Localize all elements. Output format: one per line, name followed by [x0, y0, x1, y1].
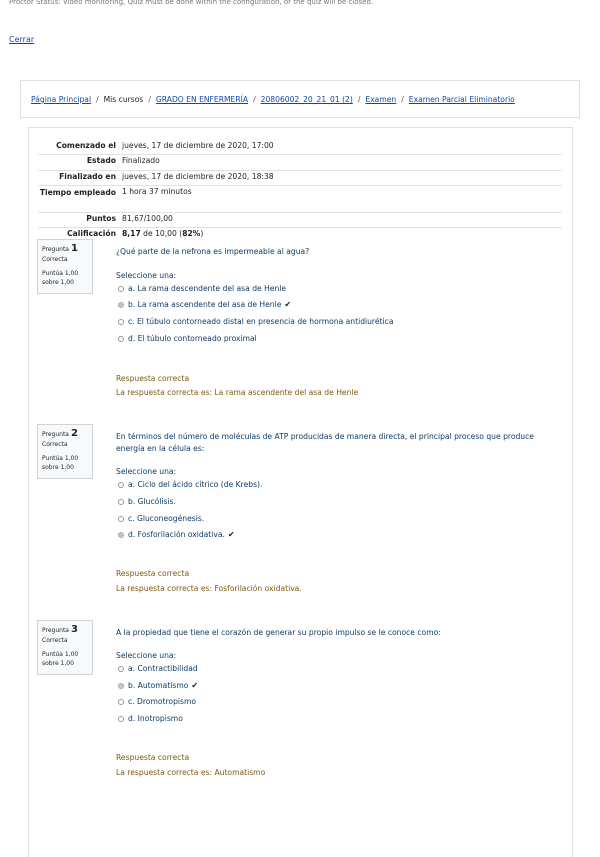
option-label: a. La rama descendente del asa de Henle: [128, 284, 287, 293]
summary-row-finished: [38, 170, 562, 185]
radio-button-selected[interactable]: [118, 683, 124, 689]
question-label: Pregunta: [42, 246, 69, 253]
breadcrumb-exam-section[interactable]: Examen: [365, 95, 397, 104]
radio-button[interactable]: [118, 699, 124, 705]
breadcrumb-home[interactable]: Página Principal: [31, 95, 92, 104]
grade-percent: 82%: [182, 229, 201, 239]
option-label: b. Automatismo: [128, 681, 189, 690]
question-number: [42, 428, 88, 439]
option-q3-a[interactable]: [118, 664, 198, 673]
summary-key: Finalizado en: [38, 170, 122, 185]
breadcrumb-exam[interactable]: Examen Parcial Eliminatorio: [408, 95, 515, 104]
summary-value: Finalizado: [122, 155, 562, 170]
summary-key: Puntos: [38, 212, 122, 227]
proctor-notice: Proctor Status: Video monitoring, Quiz must be done within the configuration, or the quiz will be closed.: [9, 0, 374, 6]
breadcrumb-separator: /: [253, 95, 256, 104]
check-icon: ✔: [191, 681, 199, 690]
question-status: Correcta: [42, 441, 68, 448]
summary-value: 1 hora 37 minutos: [122, 185, 562, 212]
grade-of: de 10,00 (: [140, 229, 183, 239]
option-label: b. Glucólisis.: [128, 497, 176, 506]
question-points: Puntúa 1,00 sobre 1,00: [42, 455, 79, 471]
correct-answer-3: La respuesta correcta es: Automatismo: [116, 768, 266, 777]
breadcrumb-separator: /: [148, 95, 151, 104]
question-points: Puntúa 1,00 sobre 1,00: [42, 270, 79, 286]
breadcrumb-my-courses: Mis cursos: [103, 95, 144, 104]
option-q3-b[interactable]: [118, 681, 198, 690]
radio-button[interactable]: [118, 336, 124, 342]
feedback-status-3: Respuesta correcta: [116, 753, 190, 762]
summary-row-state: [38, 155, 562, 170]
correct-answer-2: La respuesta correcta es: Fosforilación oxidativa.: [116, 584, 302, 593]
breadcrumb-course-code[interactable]: 20806002_20_21_01 (2): [260, 95, 353, 104]
summary-key: Estado: [38, 155, 122, 170]
summary-key: Calificación: [38, 228, 122, 243]
question-label: Pregunta: [42, 431, 69, 438]
radio-button[interactable]: [118, 499, 124, 505]
option-q2-a[interactable]: [118, 480, 262, 489]
option-q1-d[interactable]: [118, 334, 257, 343]
radio-button[interactable]: [118, 319, 124, 325]
grade-close: ): [200, 229, 204, 239]
summary-row-grade: [38, 228, 562, 243]
attempt-summary-table: [38, 140, 562, 242]
check-icon: ✔: [227, 530, 235, 539]
option-label: d. Inotropismo: [128, 714, 183, 723]
option-label: d. El túbulo contorneado proximal: [128, 334, 257, 343]
radio-button-selected[interactable]: [118, 532, 124, 538]
breadcrumb-bar: [20, 80, 580, 118]
summary-value: jueves, 17 de diciembre de 2020, 18:38: [122, 170, 562, 185]
feedback-status-1: Respuesta correcta: [116, 374, 190, 383]
option-label: a. Ciclo del ácido cítrico (de Krebs).: [128, 480, 263, 489]
option-label: a. Contractibilidad: [128, 664, 198, 673]
option-label: b. La rama ascendente del asa de Henle: [128, 300, 282, 309]
question-num: 1: [70, 243, 78, 254]
option-q2-d[interactable]: [118, 530, 235, 539]
question-status: Correcta: [42, 256, 68, 263]
summary-key: Tiempo empleado: [38, 185, 122, 212]
option-q3-c[interactable]: [118, 697, 196, 706]
option-q3-d[interactable]: [118, 714, 183, 723]
radio-button[interactable]: [118, 716, 124, 722]
check-icon: ✔: [284, 300, 292, 309]
option-label: c. Gluconeogénesis.: [128, 514, 205, 523]
question-status: Correcta: [42, 637, 68, 644]
radio-button[interactable]: [118, 666, 124, 672]
correct-answer-1: La respuesta correcta es: La rama ascendente del asa de Henle: [116, 388, 359, 397]
breadcrumb-separator: /: [357, 95, 361, 104]
radio-button-selected[interactable]: [118, 302, 124, 308]
breadcrumb-separator: /: [96, 95, 99, 104]
select-prompt: Seleccione una:: [116, 271, 177, 280]
select-prompt: Seleccione una:: [116, 651, 177, 660]
question-label: Pregunta: [42, 627, 69, 634]
question-info-2: [37, 424, 93, 479]
question-points: Puntúa 1,00 sobre 1,00: [42, 651, 79, 667]
question-text-1: ¿Qué parte de la nefrona es impermeable al agua?: [116, 247, 310, 256]
grade-score: 8,17: [122, 229, 141, 239]
option-label: c. El túbulo contorneado distal en presencia de hormona antidiurética: [128, 317, 394, 326]
select-prompt: Seleccione una:: [116, 467, 177, 476]
option-q1-a[interactable]: [118, 284, 286, 293]
breadcrumb: [31, 95, 515, 104]
option-q2-c[interactable]: [118, 514, 204, 523]
radio-button[interactable]: [118, 482, 124, 488]
summary-row-points: [38, 212, 562, 227]
close-link[interactable]: Cerrar: [9, 35, 35, 44]
option-label: c. Dromotropismo: [128, 697, 197, 706]
option-q1-b[interactable]: [118, 300, 291, 309]
summary-value: 81,67/100,00: [122, 212, 562, 227]
breadcrumb-course[interactable]: GRADO EN ENFERMERÍA: [155, 95, 249, 104]
question-number: [42, 243, 88, 254]
question-text-3: A la propiedad que tiene el corazón de generar su propio impulso se le conoce como:: [116, 628, 441, 637]
option-q1-c[interactable]: [118, 317, 393, 326]
question-num: 2: [70, 428, 78, 439]
question-info-1: [37, 239, 93, 294]
radio-button[interactable]: [118, 286, 124, 292]
question-num: 3: [70, 624, 78, 635]
question-number: [42, 624, 88, 635]
radio-button[interactable]: [118, 516, 124, 522]
summary-value: jueves, 17 de diciembre de 2020, 17:00: [122, 141, 274, 150]
feedback-status-2: Respuesta correcta: [116, 569, 190, 578]
summary-row-started: [38, 140, 562, 155]
question-info-3: [37, 620, 93, 675]
summary-grade-value: [122, 228, 562, 243]
option-q2-b[interactable]: [118, 497, 176, 506]
summary-key: Comenzado el: [56, 141, 116, 150]
summary-row-time: [38, 185, 562, 212]
question-text-2: En términos del número de moléculas de ATP producidas de manera directa, el principal proceso que produce energía en la célula es:: [116, 432, 534, 453]
breadcrumb-separator: /: [401, 95, 404, 104]
option-label: d. Fosforilación oxidativa.: [128, 530, 225, 539]
